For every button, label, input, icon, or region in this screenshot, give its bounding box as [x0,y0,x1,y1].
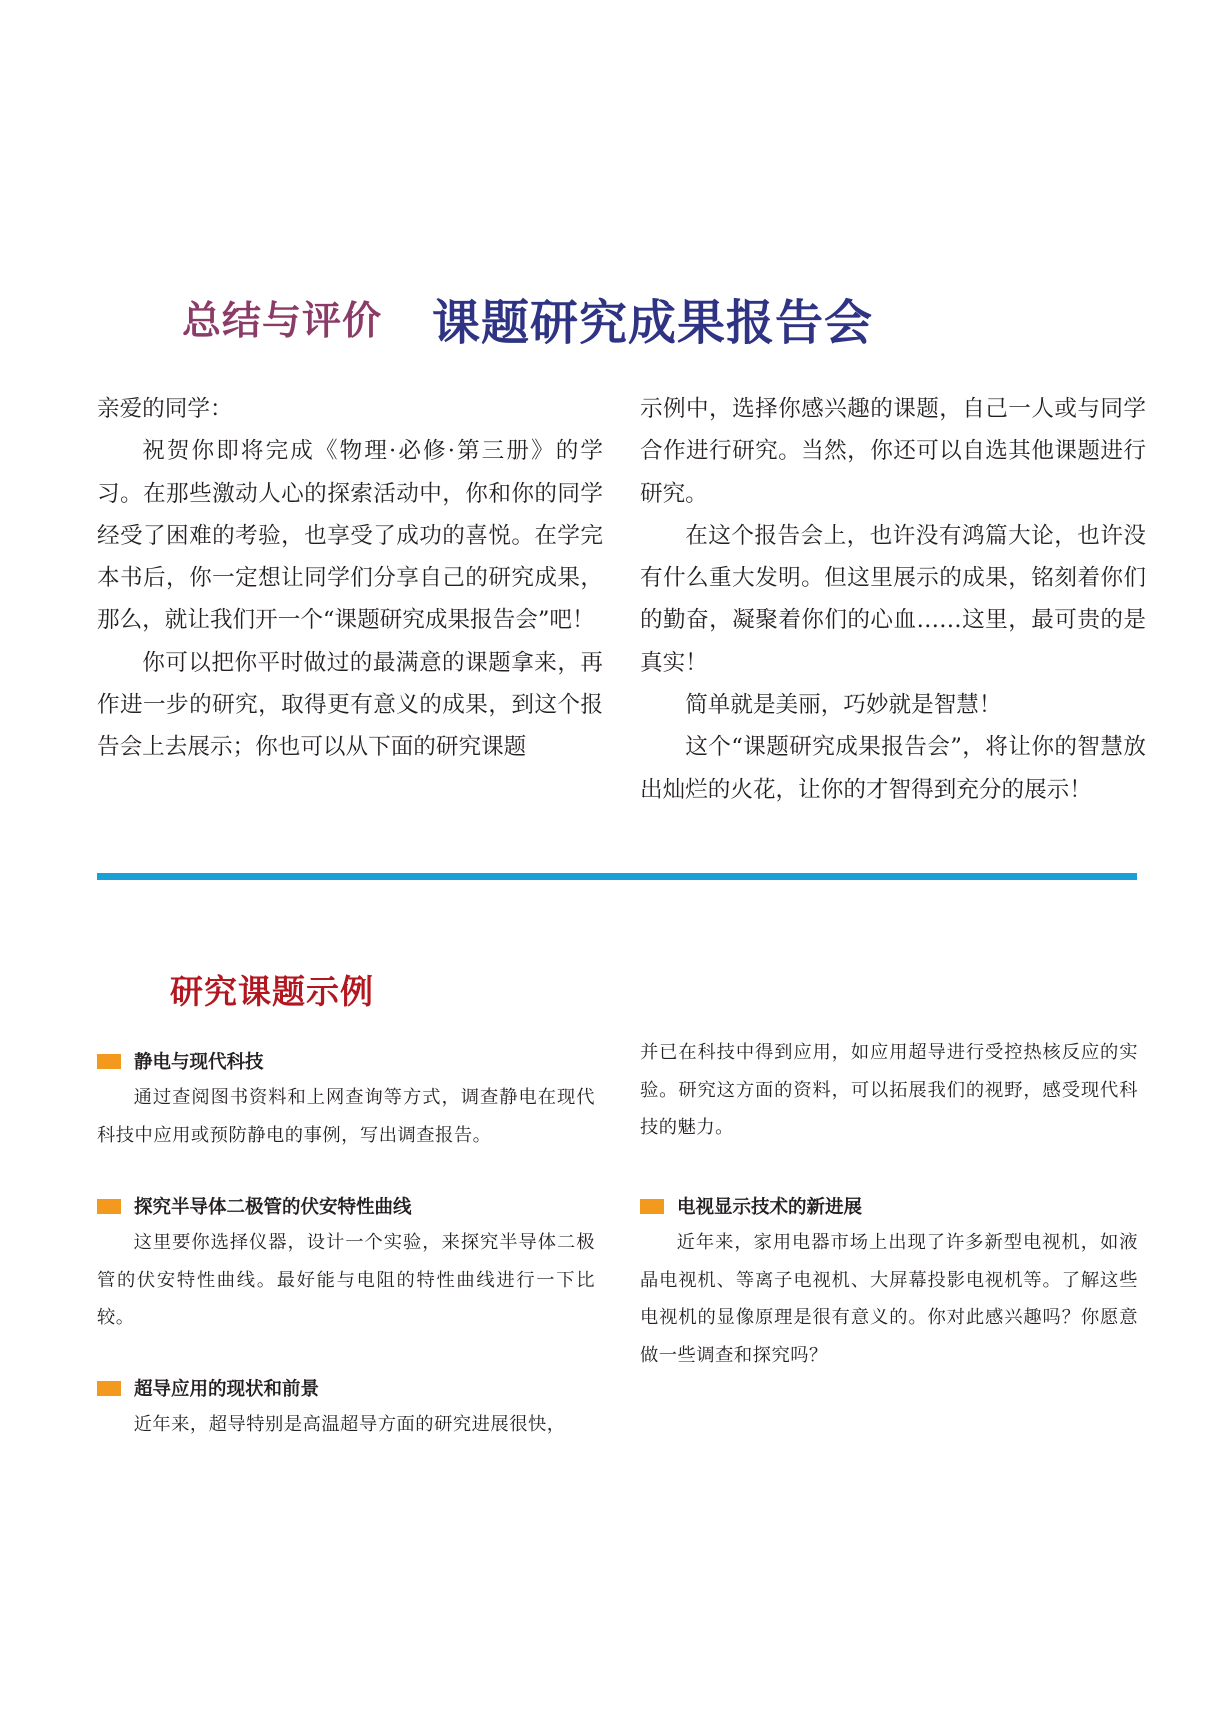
topic-title: 静电与现代科技 [134,1052,264,1073]
section-label: 总结与评价 [182,298,383,344]
page-header [182,283,873,353]
intro-paragraph: 祝贺你即将完成《物理·必修·第三册》的学习。在那些激动人心的探索活动中，你和你的同学经受了困难的考验，也享受了成功的喜悦。在学完本书后，你一定想让同学们分享自己的研究成果，那么，就让我们开一个“课题研究成果报告会”吧！ [97,438,603,634]
intro-paragraph: 你可以把你平时做过的最满意的课题拿来，再作进一步的研究，取得更有意义的成果，到这个报告会上去展示；你也可以从下面的研究课题 [97,649,603,761]
intro-left-column [97,388,603,769]
intro-right-column [640,388,1146,811]
topic-superconductivity-continued [640,1034,1138,1147]
topic-body: 通过查阅图书资料和上网查询等方式，调查静电在现代科技中应用或预防静电的事例，写出调查报告。 [97,1087,595,1146]
orange-square-bullet-icon [97,1054,121,1069]
intro-paragraph: 在这个报告会上，也许没有鸿篇大论，也许没有什么重大发明。但这里展示的成果，铭刻着你们的勤奋，凝聚着你们的心血……这里，最可贵的是真实！ [640,522,1146,676]
intro-paragraph: 简单就是美丽，巧妙就是智慧！ [685,692,1002,719]
topic-semiconductor-diode [97,1188,595,1337]
intro-paragraph: 这个“课题研究成果报告会”，将让你的智慧放出灿烂的火花，让你的才智得到充分的展示！ [640,734,1146,803]
topic-body: 近年来，家用电器市场上出现了许多新型电视机，如液晶电视机、等离子电视机、大屏幕投影电视机等。了解这些电视机的显像原理是很有意义的。你对此感兴趣吗？你愿意做一些调查和探究吗？ [640,1232,1138,1367]
topic-body: 并已在科技中得到应用，如应用超导进行受控热核反应的实验。研究这方面的资料，可以拓展我们的视野，感受现代科技的魅力。 [640,1042,1138,1139]
topic-heading [97,1043,595,1079]
orange-square-bullet-icon [97,1381,121,1396]
topic-heading [97,1188,595,1224]
greeting: 亲爱的同学： [97,396,233,422]
section-divider [97,873,1137,880]
topic-body: 这里要你选择仪器，设计一个实验，来探究半导体二极管的伏安特性曲线。最好能与电阻的特性曲线进行一下比较。 [97,1232,595,1329]
topic-tv-display-technology [640,1188,1138,1375]
topic-title: 探究半导体二极管的伏安特性曲线 [134,1197,412,1218]
examples-section-title: 研究课题示例 [170,972,374,1011]
topic-heading [97,1370,595,1406]
topic-body: 近年来，超导特别是高温超导方面的研究进展很快， [133,1414,566,1435]
topic-title: 超导应用的现状和前景 [134,1379,320,1400]
topic-heading [640,1188,1138,1224]
orange-square-bullet-icon [640,1199,664,1214]
topic-static-electricity [97,1043,595,1154]
topic-superconductivity [97,1370,595,1444]
topic-title: 电视显示技术的新进展 [677,1197,863,1218]
page-title: 课题研究成果报告会 [432,294,874,351]
orange-square-bullet-icon [97,1199,121,1214]
intro-paragraph: 示例中，选择你感兴趣的课题，自己一人或与同学合作进行研究。当然，你还可以自选其他课题进行研究。 [640,396,1146,507]
